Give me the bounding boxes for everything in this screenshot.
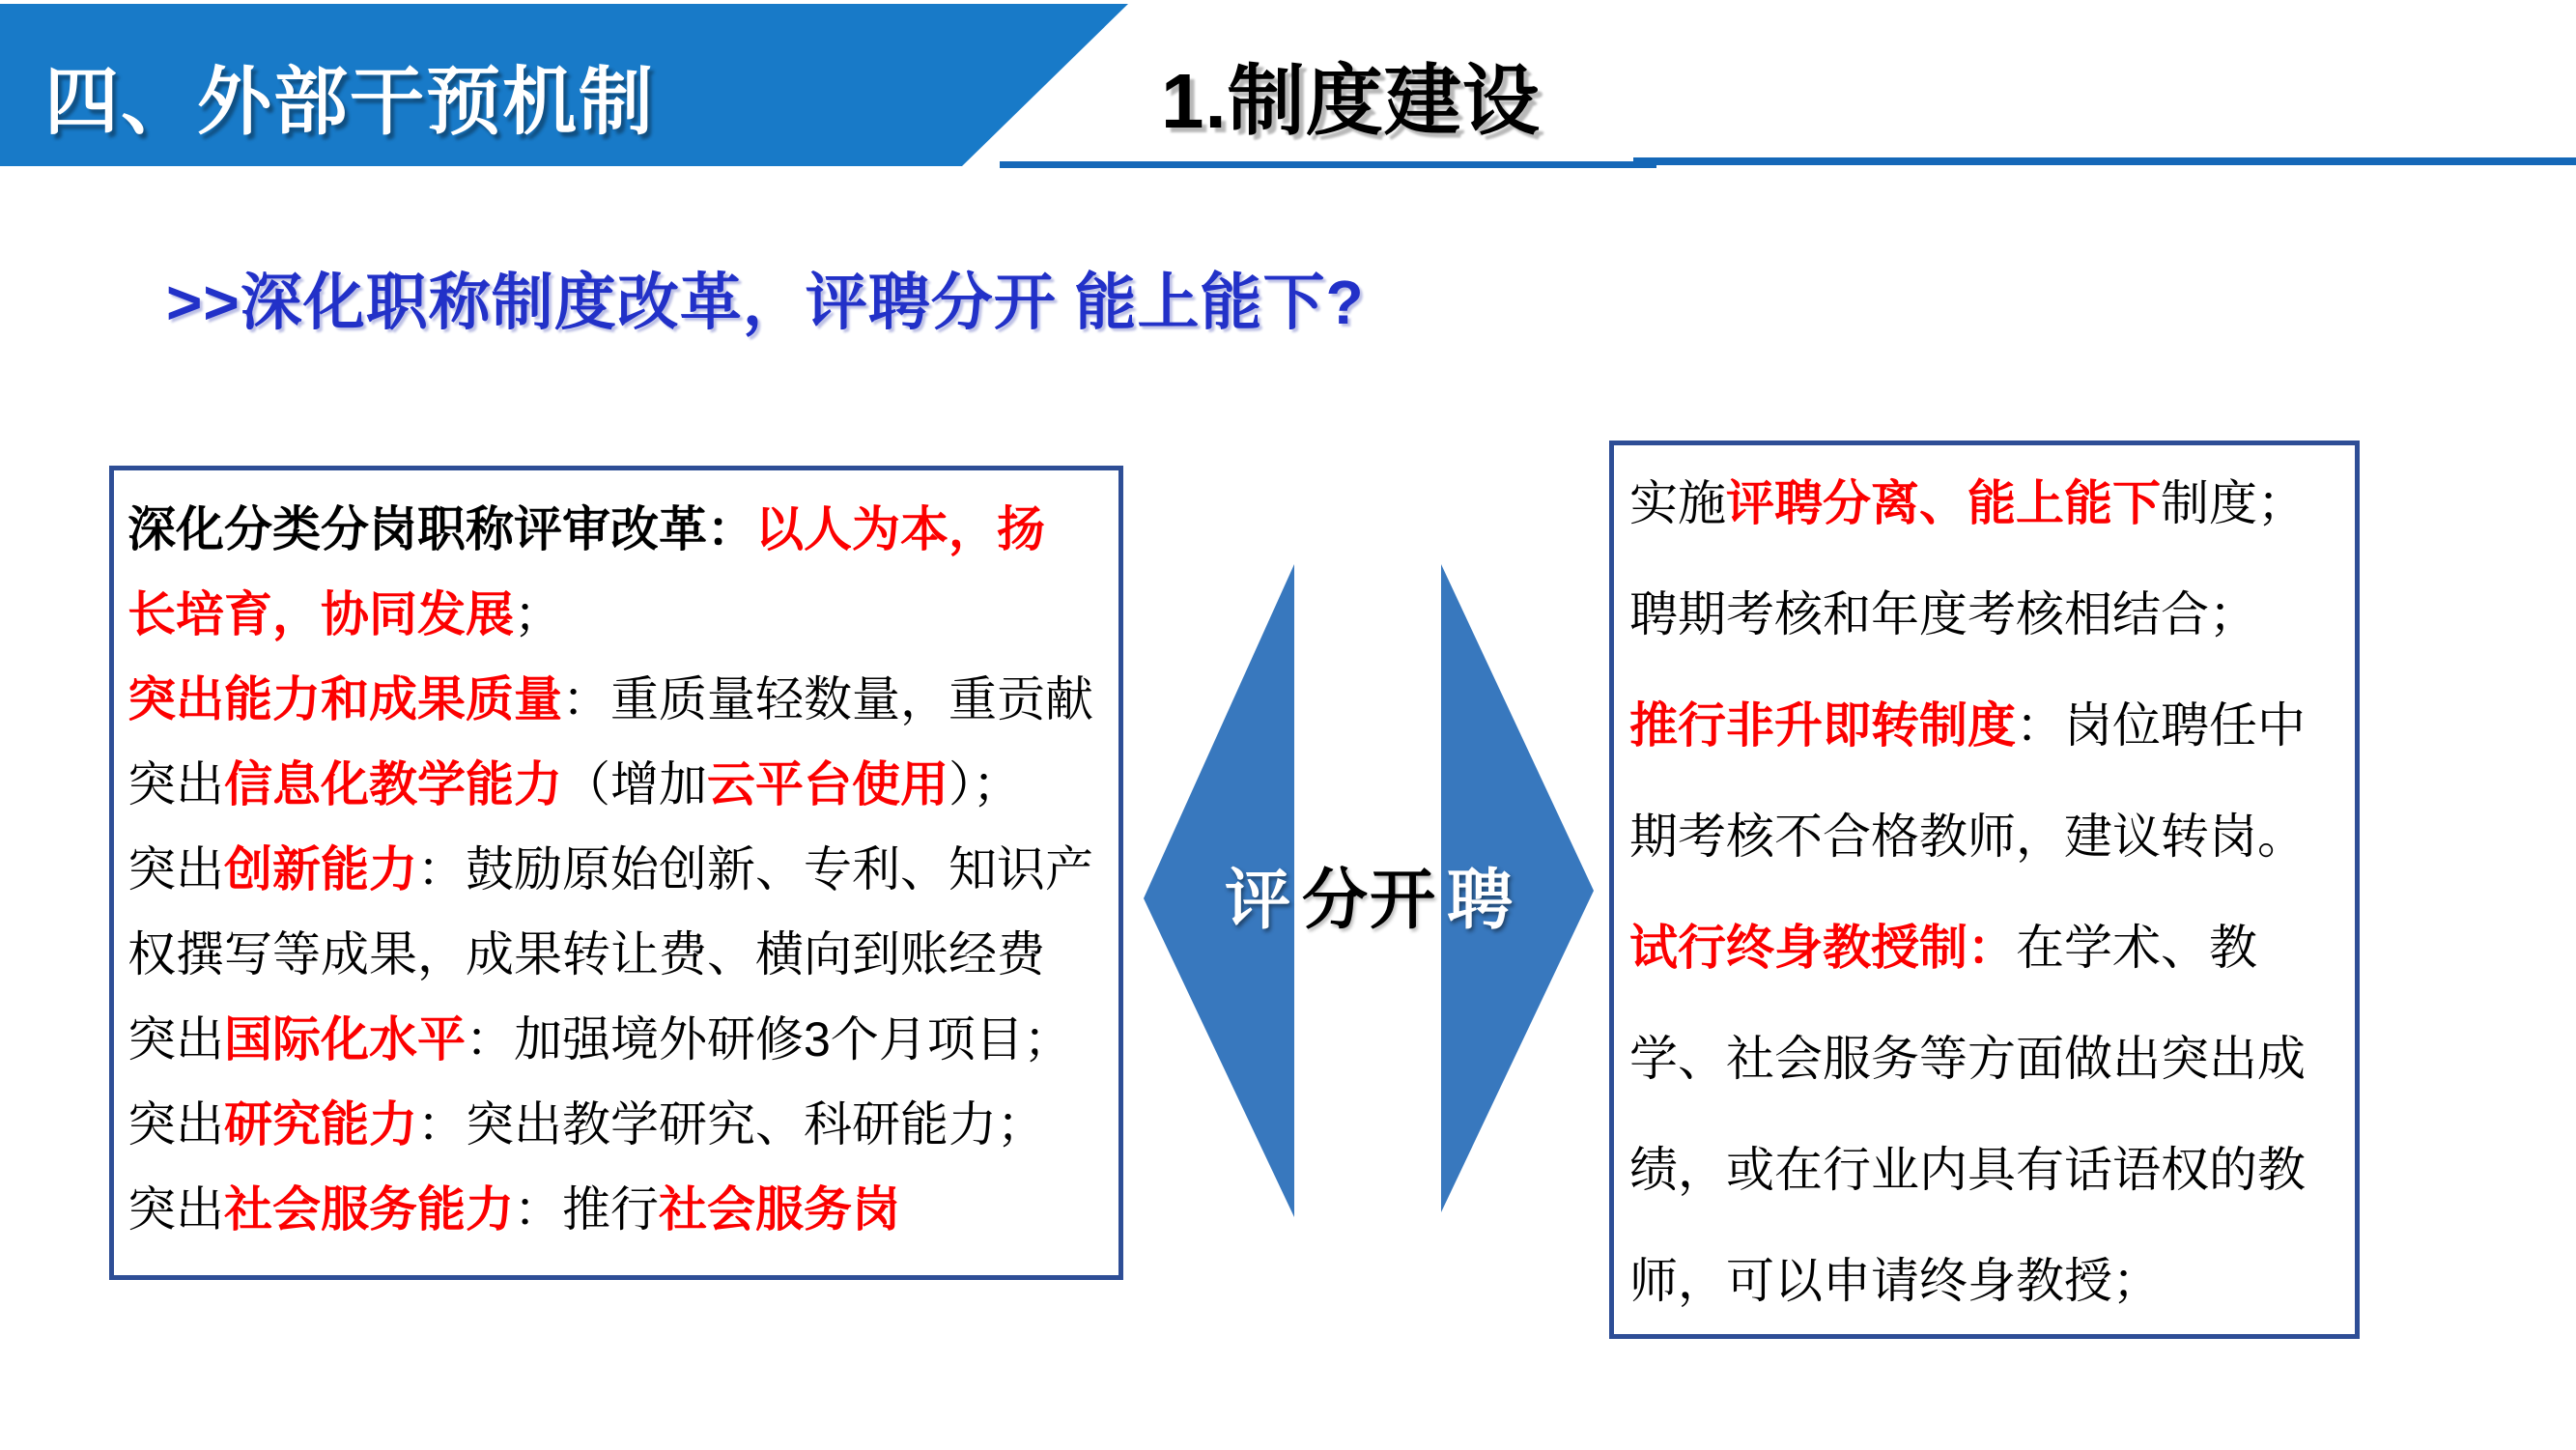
highlighted-text: 国际化水平 xyxy=(224,1012,466,1066)
highlighted-text: 创新能力 xyxy=(224,842,417,896)
text-line xyxy=(1629,782,2345,893)
highlighted-text: 推行非升即转制度 xyxy=(1629,698,2016,753)
body-text: 绩，或在行业内具有话语权的教 xyxy=(1629,1143,2306,1197)
highlighted-text: 社会服务能力 xyxy=(224,1182,514,1237)
highlighted-text: 突出能力和成果质量 xyxy=(127,672,562,726)
body-text: 学、社会服务等方面做出突出成 xyxy=(1629,1032,2306,1086)
body-text: ：加强境外研修3个月项目； xyxy=(466,1012,1072,1066)
text-line xyxy=(127,572,1109,657)
title-underline-right xyxy=(1633,157,2576,165)
body-text: ：突出教学研究、科研能力； xyxy=(417,1097,1045,1151)
highlighted-text: 以人为本，扬 xyxy=(755,502,1045,556)
text-line xyxy=(1629,1004,2345,1115)
right-text-box xyxy=(1609,441,2360,1339)
arrow-label-fenkai: 分开 xyxy=(1302,864,1438,937)
body-text: ）； xyxy=(948,757,1021,811)
body-text: 在学术、教 xyxy=(2016,921,2257,975)
text-line xyxy=(127,997,1109,1082)
text-line xyxy=(127,1167,1109,1252)
section-title: 1.制度建设 xyxy=(1161,58,1541,144)
body-text: 突出 xyxy=(127,1097,224,1151)
body-text: 权撰写等成果，成果转让费、横向到账经费 xyxy=(127,927,1045,981)
body-text: ：鼓励原始创新、专利、知识产 xyxy=(417,842,1093,896)
text-line xyxy=(1629,448,2345,559)
text-line xyxy=(127,742,1109,827)
text-line xyxy=(127,912,1109,997)
arrow-label-pin: 聘 xyxy=(1447,864,1514,937)
text-line xyxy=(127,827,1109,912)
body-text: 实施 xyxy=(1629,476,1726,530)
body-text: ； xyxy=(514,587,562,641)
text-line xyxy=(1629,893,2345,1004)
body-text: ：岗位聘任中 xyxy=(2016,698,2306,753)
text-line xyxy=(127,487,1109,572)
highlighted-text: 评聘分离、能上能下 xyxy=(1726,476,2161,530)
highlighted-text: 社会服务岗 xyxy=(659,1182,900,1237)
highlighted-text: 信息化教学能力 xyxy=(224,757,562,811)
body-text: 突出 xyxy=(127,1012,224,1066)
text-line xyxy=(1629,559,2345,670)
text-line xyxy=(1629,1226,2345,1337)
body-text: 突出 xyxy=(127,1182,224,1237)
text-line xyxy=(127,1082,1109,1167)
text-line xyxy=(1629,670,2345,782)
highlighted-text: 长培育，协同发展 xyxy=(127,587,514,641)
body-text: 师，可以申请终身教授； xyxy=(1629,1254,2161,1308)
title-underline-left xyxy=(1000,161,1656,168)
banner-title: 四、外部干预机制 xyxy=(44,61,655,144)
body-text: 制度； xyxy=(2161,476,2306,530)
text-line xyxy=(1629,1115,2345,1226)
highlighted-text: 试行终身教授制： xyxy=(1629,921,2016,975)
body-text: ：重质量轻数量，重贡献 xyxy=(562,672,1093,726)
left-text-box xyxy=(109,466,1123,1280)
body-text: 聘期考核和年度考核相结合； xyxy=(1629,587,2257,641)
text-line xyxy=(127,657,1109,742)
body-text: ：推行 xyxy=(514,1182,659,1237)
body-text: （增加 xyxy=(562,757,707,811)
body-text: 突出 xyxy=(127,757,224,811)
body-text: 深化分类分岗职称评审改革： xyxy=(127,502,755,556)
arrow-label-ping: 评 xyxy=(1225,864,1291,937)
highlighted-text: 研究能力 xyxy=(224,1097,417,1151)
body-text: 突出 xyxy=(127,842,224,896)
body-text: 期考核不合格教师，建议转岗。 xyxy=(1629,810,2306,864)
highlighted-text: 云平台使用 xyxy=(707,757,948,811)
subtitle: >>深化职称制度改革，评聘分开 能上能下? xyxy=(166,268,1365,337)
